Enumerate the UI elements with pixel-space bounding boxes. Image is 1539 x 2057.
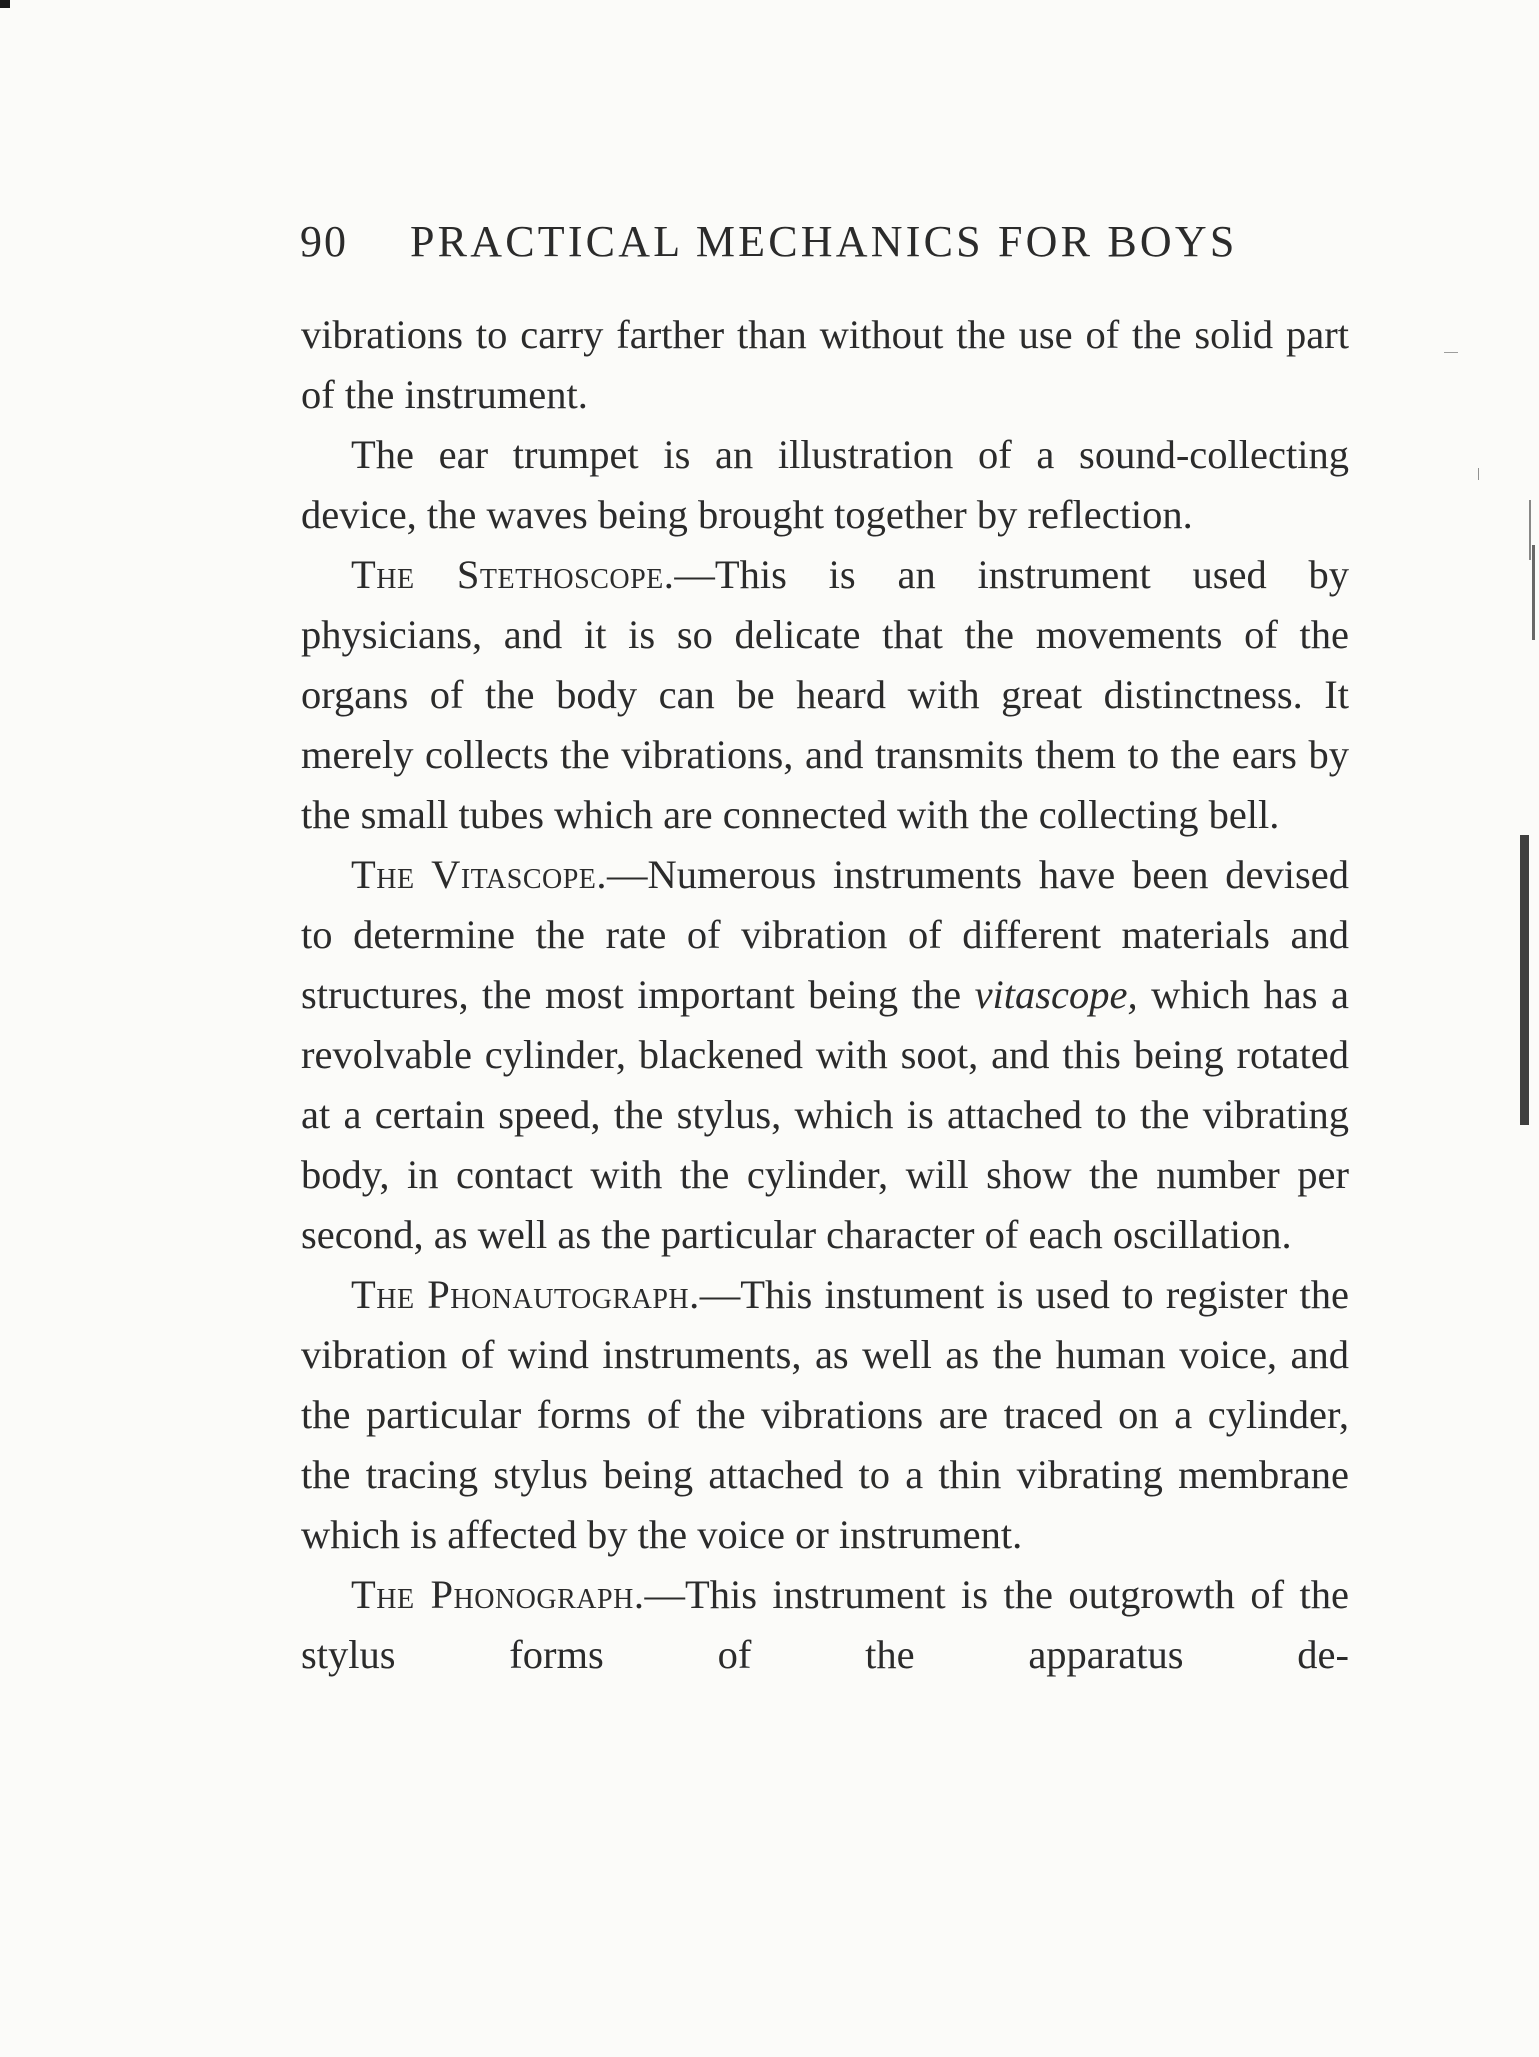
paragraph-text: The ear trumpet is an illustration of a sound-collecting device, the waves being brought together by reflection. [301,432,1349,537]
italic-term: vitascope, [974,972,1138,1017]
paragraph-text: —This instrument is the outgrowth of the stylus forms of the apparatus de- [301,1572,1349,1677]
paragraph-phonautograph [301,1265,1349,1565]
paragraph [301,305,1349,425]
running-title: PRACTICAL MECHANICS FOR BOYS [410,217,1238,266]
section-heading: The Phonautograph. [351,1272,700,1317]
paragraph-stethoscope [301,545,1349,845]
page-number: 90 [300,217,348,266]
section-heading: The Phonograph. [351,1572,645,1617]
scan-edge-mark [1529,500,1531,560]
scan-edge-mark [1478,468,1479,480]
scan-edge-mark [1444,352,1458,353]
paragraph [301,425,1349,545]
paragraph-text: vibrations to carry farther than without the use of the solid part of the instrument. [301,312,1349,417]
paragraph-vitascope [301,845,1349,1265]
page-header [300,216,1350,276]
scan-corner-mark [0,0,10,8]
section-heading: The Stethoscope. [351,552,675,597]
scan-edge-mark [1532,545,1535,640]
section-heading: The Vitascope. [351,852,608,897]
paragraph-text: —This instument is used to register the vibration of wind instruments, as well as the human voice, and the particular forms of the vibrations are traced on a cylinder, the tracing stylus being attached to a thin vibrating membrane which is affected by the voice or instrument. [301,1272,1349,1557]
paragraph-text: —This is an instrument used by physicians, and it is so delicate that the movements of the organs of the body can be heard with great distinctness. It merely collects the vibrations, and transmits them to the ears by the small tubes which are connected with the collecting bell. [301,552,1349,837]
paragraph-phonograph [301,1565,1349,1685]
body-text [301,305,1349,1685]
paragraph-text: which has a revolvable cylinder, blackened with soot, and this being rotated at a certain speed, the stylus, which is attached to the vibrating body, in contact with the cylinder, will show the number per second, as well as the particular character of each oscillation. [301,972,1349,1257]
scan-edge-mark [1520,835,1529,1125]
paragraph-text: —Numerous instruments have been devised to determine the rate of vibration of different materials and structures, the most important being the [301,852,1349,1017]
